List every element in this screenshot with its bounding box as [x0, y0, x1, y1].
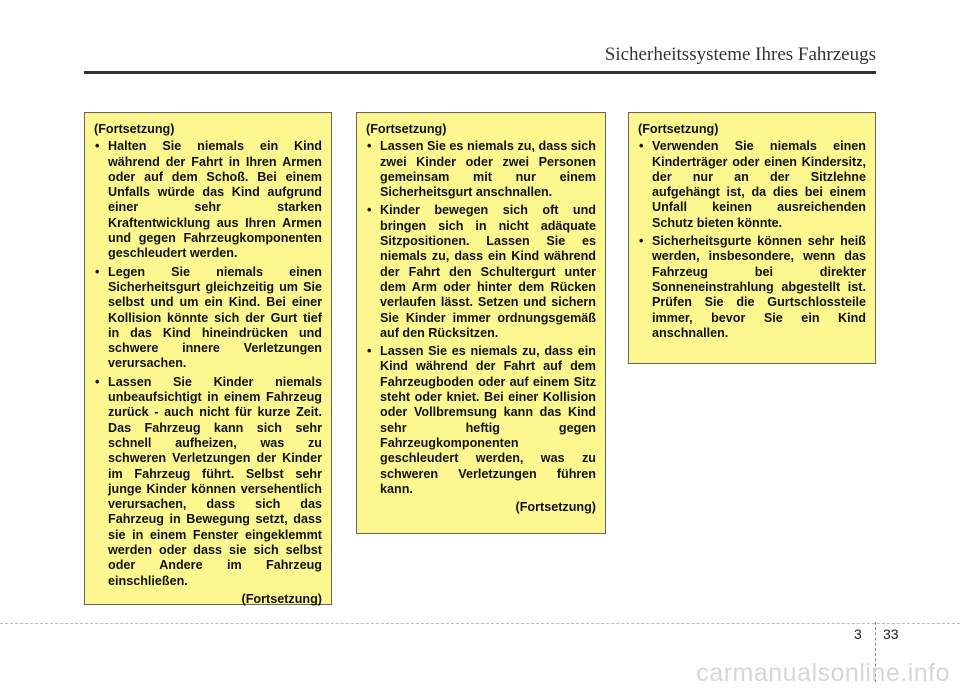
warning-item: • Lassen Sie Kinder niemals unbeaufsichtigt in einem Fahrzeug zurück - auch nicht für kurze Zeit. Das Fahrzeug kann sich sehr schnell aufheizen, was zu schweren Verletzungen der Kinder im Fahrzeug führt. Selbst sehr junge Kinder können versehentlich verursachen, dass sich das Fahrzeug in Bewegung setzt, dass sie in einem Fenster eingeklemmt werden oder dass sie sich selbst oder Andere im Fahrzeug einschließen. [94, 375, 322, 589]
warning-list [366, 139, 596, 497]
section-title: Sicherheitssysteme Ihres Fahrzeugs [604, 44, 876, 65]
warning-item: • Sicherheitsgurte können sehr heiß werden, insbesondere, wenn das Fahrzeug bei direkter Sonneneinstrahlung abgestellt ist. Prüfen Sie die Gurtschlossteile immer, bevor Sie ein Kind anschnallen. [638, 234, 866, 341]
page-number: 33 [883, 626, 899, 642]
warning-item: • Lassen Sie es niemals zu, dass ein Kind während der Fahrt auf dem Fahrzeugboden oder auf einem Sitz steht oder kniet. Bei einer Kollision oder Vollbremsung kann das Kind sehr heftig gegen Fahrzeugkomponenten geschleudert werden, was zu schweren Verletzungen führen kann. [366, 344, 596, 497]
warning-item: • Halten Sie niemals ein Kind während der Fahrt in Ihren Armen oder auf dem Schoß. Bei einem Unfalls würde das Kind aufgrund einer sehr starken Kraftentwicklung aus Ihren Armen und gegen Fahrzeugkomponenten geschleudert werden. [94, 139, 322, 261]
warning-box-3 [628, 112, 876, 364]
continued-label: (Fortsetzung) [638, 122, 719, 136]
warning-item: • Lassen Sie es niemals zu, dass sich zwei Kinder oder zwei Personen gemeinsam mit nur einem Sicherheitsgurt anschnallen. [366, 139, 596, 200]
warning-box-1 [84, 112, 332, 605]
continued-footer: (Fortsetzung) [241, 591, 322, 606]
footer-divider [0, 623, 960, 624]
warning-list [638, 139, 866, 341]
continued-footer: (Fortsetzung) [515, 500, 596, 515]
warning-item: • Kinder bewegen sich oft und bringen sich in nicht adäquate Sitzpositionen. Lassen Sie es niemals zu, dass ein Kind während der Fahrt den Schultergurt unter dem Arm oder hinter dem Rücken verlaufen lässt. Setzen und sichern Sie Kinder immer ordnungsgemäß auf den Rücksitzen. [366, 203, 596, 341]
warning-item: • Legen Sie niemals einen Sicherheitsgurt gleichzeitig um Sie selbst und um ein Kind. Bei einer Kollision könnte sich der Gurt tief in das Kind hineindrücken und schwere innere Verletzungen verursachen. [94, 265, 322, 372]
warning-box-2 [356, 112, 606, 534]
watermark: carmanualsonline.info [696, 659, 950, 687]
chapter-number: 3 [854, 626, 862, 642]
continued-label: (Fortsetzung) [94, 122, 175, 136]
continued-label: (Fortsetzung) [366, 122, 447, 136]
warning-list [94, 139, 322, 589]
header-divider [84, 71, 876, 74]
warning-item: • Verwenden Sie niemals einen Kinderträger oder einen Kindersitz, der nur an der Sitzlehne aufgehängt ist, da dies bei einem Unfall keinen ausreichenden Schutz bieten könnte. [638, 139, 866, 231]
